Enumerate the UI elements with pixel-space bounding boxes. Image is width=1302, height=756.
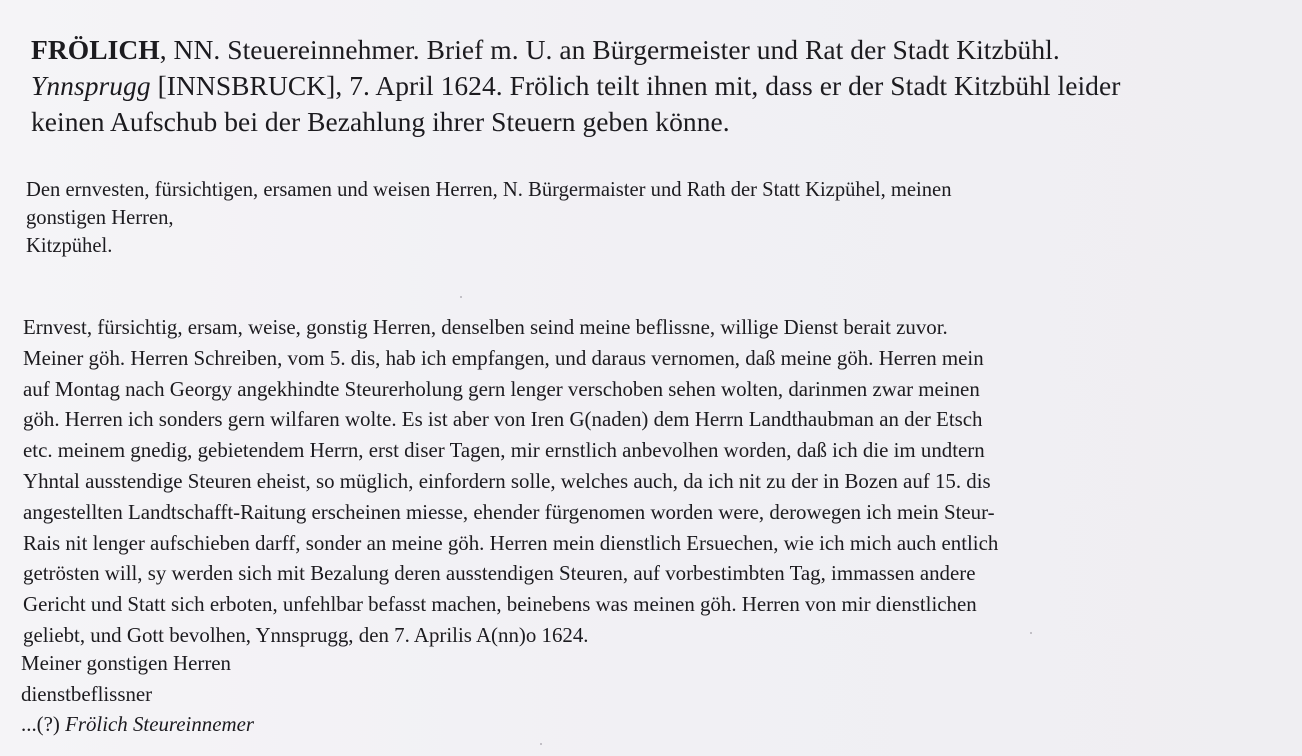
heading-line-3: keinen Aufschub bei der Bezahlung ihrer Steuern geben könne. [31,106,730,137]
closing-line-1: Meiner gonstigen Herren [21,651,231,675]
address-line: gonstigen Herren, [26,207,174,229]
paper-speck [460,296,462,298]
letter-line: geliebt, und Gott bevolhen, Ynnsprugg, den 7. Aprilis A(nn)o 1624. [23,622,589,647]
heading-line-1-text: , NN. Steuereinnehmer. Brief m. U. an Bürgermeister und Rat der Stadt Kitzbühl. [159,34,1060,65]
letter-line: angestellten Landtschafft-Raitung erscheinen miesse, ehender fürgenomen worden were, derowegen ich mein Steur- [23,499,995,524]
heading-line-1 [31,32,1291,68]
letter-line: Meiner göh. Herren Schreiben, vom 5. dis, hab ich empfangen, und daraus vernomen, daß meine göh. Herren mein [23,345,984,370]
paper-speck [1030,632,1032,634]
signature-prefix: ...(?) [21,712,66,736]
address-line: Kitzpühel. [26,235,113,257]
letter-line: getrösten will, sy werden sich mit Bezalung deren ausstendigen Steuren, auf vorbestimbten Tag, immassen andere [23,561,976,586]
letter-closing [21,648,621,740]
document-heading [31,32,1291,140]
author-name: FRÖLICH [31,34,160,65]
signature-line [21,709,621,740]
letter-line: etc. meinem gnedig, gebietendem Herrn, erst diser Tagen, mir ernstlich anbevolhen worden, daß ich die im undtern [23,438,985,463]
closing-line-2: dienstbeflissner [21,681,153,706]
letter-line: göh. Herren ich sonders gern wilfaren wolte. Es ist aber von Iren G(naden) dem Herrn Landthaubman an der Etsch [23,407,983,432]
letter-line: Ernvest, fürsichtig, ersam, weise, gonstig Herren, denselben seind meine beflissne, willige Dienst berait zuvor. [23,315,948,339]
heading-line-2 [31,68,1291,104]
letter-line: auf Montag nach Georgy angekhindte Steurerholung gern lenger verschoben sehen wolten, darinmen zwar meinen [23,376,980,401]
paper-speck [540,743,542,745]
letter-line: Yhntal ausstendige Steuren eheist, so müglich, einfordern solle, welches auch, da ich nit zu der in Bozen auf 15. dis [23,468,991,493]
signature-name: Frölich Steureinnemer [65,712,255,736]
letter-address [26,176,1286,260]
heading-line-2-text: [INNSBRUCK], 7. April 1624. Frölich teilt ihnen mit, dass er der Stadt Kitzbühl leider [150,70,1121,101]
address-line: Den ernvesten, fürsichtigen, ersamen und weisen Herren, N. Bürgermaister und Rath der Statt Kizpühel, meinen [26,179,952,201]
letter-body [23,312,1293,651]
place-name: Ynnsprugg [31,70,151,101]
letter-line: Gericht und Statt sich erboten, unfehlbar befasst machen, beinebens was meinen göh. Herren von mir dienstlichen [23,592,977,617]
letter-line: Rais nit lenger aufschieben darff, sonder an meine göh. Herren mein dienstlich Ersuechen, wie ich mich auch entlich [23,530,999,555]
